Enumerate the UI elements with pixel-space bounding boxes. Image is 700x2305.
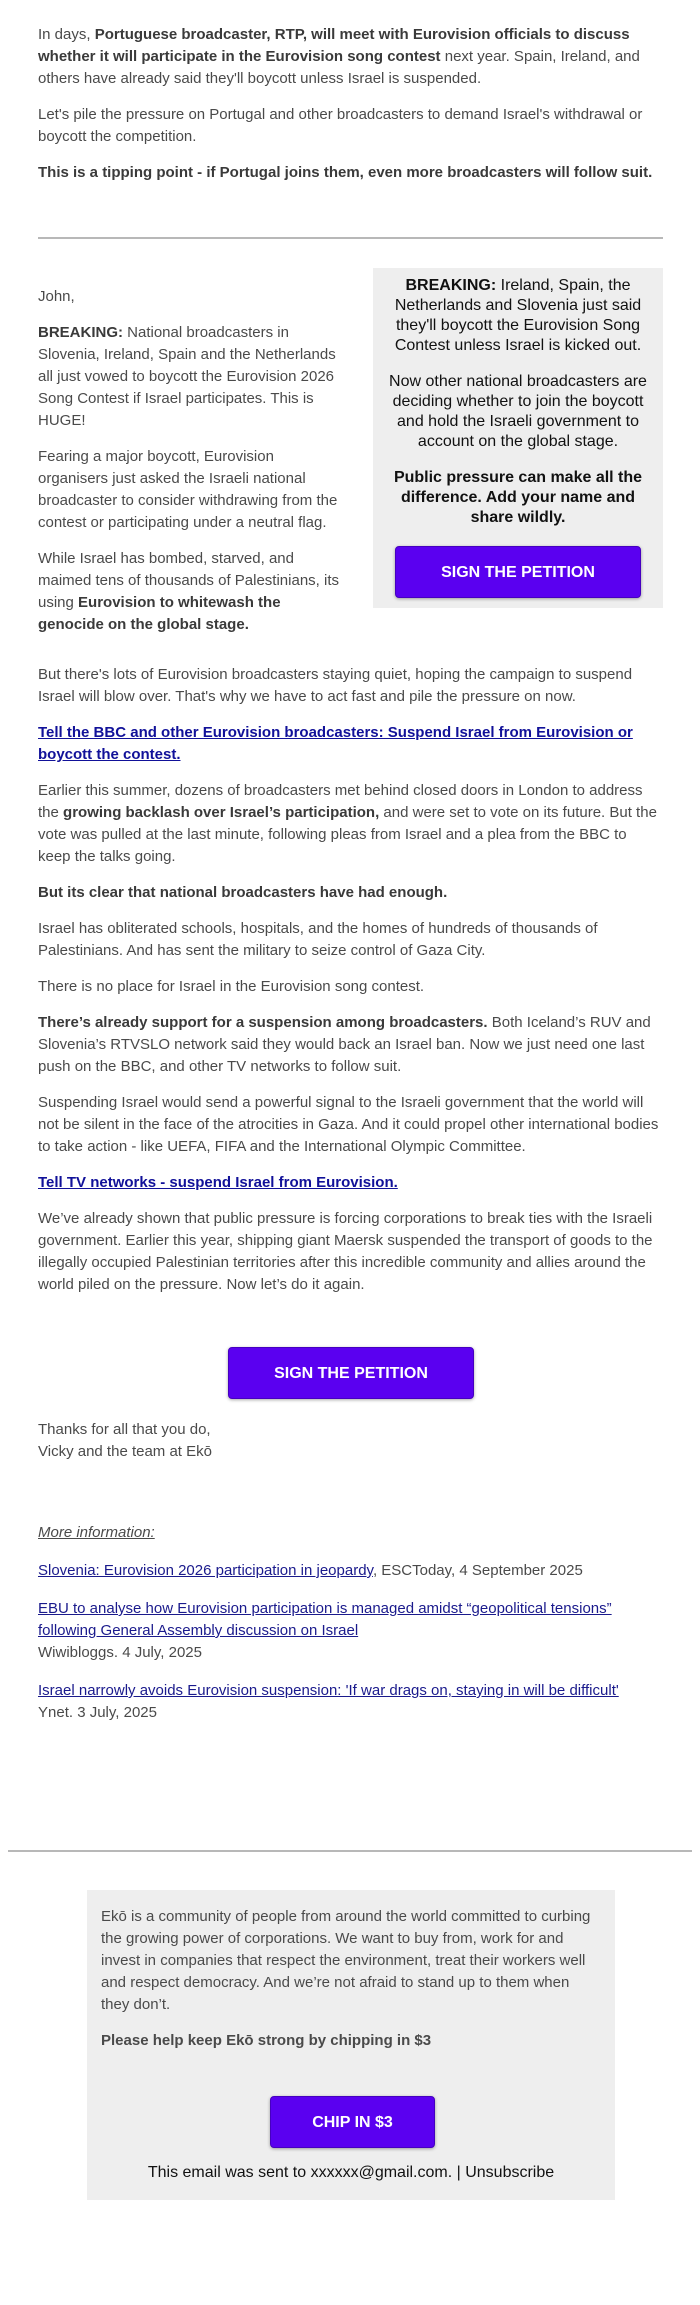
footer-about: Ekō is a community of people from around the world committed to curbing the growing power of corporations. We want to buy from, work for and invest in companies that respect the environment, treat their workers well and respect democracy. And we’re not afraid to stand up to them when they don’t. — [101, 1908, 591, 2013]
footer-panel — [87, 1890, 615, 2200]
callout-paragraph-2: Now other national broadcasters are deciding whether to join the boycott and hold the Israeli government to account on the global stage. — [389, 373, 647, 450]
intro-paragraph-1 — [38, 24, 663, 90]
breaking-callout-box — [373, 268, 663, 608]
more-info-source: Ynet. 3 July, 2025 — [38, 1704, 157, 1721]
body-obliterated: Israel has obliterated schools, hospitals, and the homes of hundreds of thousands of Palestinians. And has sent the military to seize control of Gaza City. — [38, 920, 598, 959]
more-info-source: Wiwibloggs. 4 July, 2025 — [38, 1644, 202, 1661]
more-info-heading-link[interactable]: More information: — [38, 1524, 155, 1541]
body-suspending: Suspending Israel would send a powerful signal to the Israeli government that the world will not be silent in the face of the atrocities in Gaza. And it could propel other international bodies to take action - like UEFA, FIFA and the International Olympic Committee. — [38, 1094, 659, 1155]
body-earlier — [38, 780, 663, 868]
body-earlier-text-end: and were set to vote on its future. But the vote was pulled at the last minute, following pleas from Israel and a plea from the BBC to keep the talks going. — [38, 804, 657, 865]
more-info-source: , ESCToday, 4 September 2025 — [372, 1562, 583, 1579]
body-enough: But its clear that national broadcasters have had enough. — [38, 884, 448, 901]
more-info-item — [38, 1560, 663, 1582]
sign-petition-button-top[interactable]: SIGN THE PETITION — [395, 546, 641, 598]
intro-section — [38, 24, 663, 198]
callout-breaking — [387, 276, 649, 356]
thanks-line: Thanks for all that you do, — [38, 1421, 211, 1438]
body-no-place: There is no place for Israel in the Eurovision song contest. — [38, 978, 425, 995]
more-info-heading — [38, 1522, 663, 1544]
footer-sent-to: This email was sent to xxxxxx@gmail.com. | — [147, 2164, 466, 2181]
intro-text: In days, — [38, 26, 95, 43]
callout-breaking-text: Ireland, Spain, the Netherlands and Slovenia just said they'll boycott the Eurovision Song Contest unless Israel is kicked out. — [394, 277, 642, 354]
signoff-line: Vicky and the team at Ekō — [38, 1443, 212, 1460]
body-breaking — [38, 322, 348, 432]
body-shown: We’ve already shown that public pressure is forcing corporations to break ties with the Israeli government. Earlier this year, shipping giant Maersk suspended the transport of goods to the illegally occupied Palestinian territories after this incredible community and allies around the world piled on the pressure. Now let’s do it again. — [38, 1210, 653, 1293]
intro-text-end: next year. Spain, Ireland, and others have already said they'll boycott unless Israel is suspended. — [38, 48, 640, 87]
footer-ask: Please help keep Ekō strong by chipping in $3 — [101, 2032, 432, 2049]
more-info-link[interactable]: Slovenia: Eurovision 2026 participation in jeopardy — [38, 1562, 373, 1579]
intro-bold-text: Portuguese broadcaster, RTP, will meet with Eurovision officials to discuss whether it will participate in the Eurovision song contest — [38, 26, 630, 65]
body-support-text: Both Iceland’s RUV and Slovenia’s RTVSLO network said they would back an Israel ban. Now we just need one last push on the BBC, and other TV networks to follow suit. — [38, 1014, 651, 1075]
petition-link-bbc[interactable]: Tell the BBC and other Eurovision broadcasters: Suspend Israel from Eurovision or boycott the contest. — [38, 724, 633, 763]
intro-paragraph-3: This is a tipping point - if Portugal joins them, even more broadcasters will follow suit. — [38, 164, 653, 181]
body-support — [38, 1012, 663, 1078]
body-earlier-text: Earlier this summer, dozens of broadcasters met behind closed doors in London to address the — [38, 782, 643, 821]
body-but-theres: But there's lots of Eurovision broadcasters staying quiet, hoping the campaign to suspend Israel will blow over. That's why we have to act fast and pile the pressure on now. — [38, 666, 633, 705]
body-left-column — [38, 286, 348, 650]
more-info-item — [38, 1598, 663, 1664]
chip-in-button[interactable]: CHIP IN $3 — [270, 2096, 435, 2148]
greeting: John, — [38, 288, 75, 305]
body-link-1-paragraph — [38, 722, 663, 766]
callout-breaking-label: BREAKING: — [405, 277, 497, 294]
divider — [8, 1850, 692, 1852]
petition-link-tv-networks[interactable]: Tell TV networks - suspend Israel from Eurovision. — [38, 1174, 398, 1191]
more-info-link[interactable]: Israel narrowly avoids Eurovision suspension: 'If war drags on, staying in will be difficult' — [38, 1682, 619, 1699]
body-main — [38, 664, 663, 1310]
sign-petition-button-bottom[interactable]: SIGN THE PETITION — [228, 1347, 474, 1399]
more-info-item — [38, 1680, 663, 1724]
body-fearing: Fearing a major boycott, Eurovision organisers just asked the Israeli national broadcaster to consider withdrawing from the contest or participating under a neutral flag. — [38, 448, 338, 531]
intro-paragraph-2: Let's pile the pressure on Portugal and other broadcasters to demand Israel's withdrawal or boycott the competition. — [38, 106, 643, 145]
body-support-bold: There’s already support for a suspension among broadcasters. — [38, 1014, 488, 1031]
more-info-link[interactable]: EBU to analyse how Eurovision participation is managed amidst “geopolitical tensions” following General Assembly discussion on Israel — [38, 1600, 612, 1639]
body-while-bold: Eurovision to whitewash the genocide on the global stage. — [38, 594, 281, 633]
unsubscribe-link[interactable]: Unsubscribe — [465, 2164, 555, 2181]
more-info-section — [38, 1522, 663, 1738]
body-earlier-bold: growing backlash over Israel’s participation, — [63, 804, 380, 821]
callout-paragraph-3: Public pressure can make all the difference. Add your name and share wildly. — [393, 469, 643, 526]
footer-sent-line — [87, 2162, 615, 2184]
body-link-2-paragraph — [38, 1172, 663, 1194]
body-while-text: While Israel has bombed, starved, and maimed tens of thousands of Palestinians, its using — [38, 550, 339, 611]
body-breaking-label: BREAKING: — [38, 324, 123, 341]
body-while — [38, 548, 348, 636]
body-breaking-text: National broadcasters in Slovenia, Ireland, Spain and the Netherlands all just vowed to boycott the Eurovision 2026 Song Contest if Israel participates. This is HUGE! — [38, 324, 336, 429]
signoff-section — [38, 1419, 663, 1463]
divider — [38, 237, 663, 239]
